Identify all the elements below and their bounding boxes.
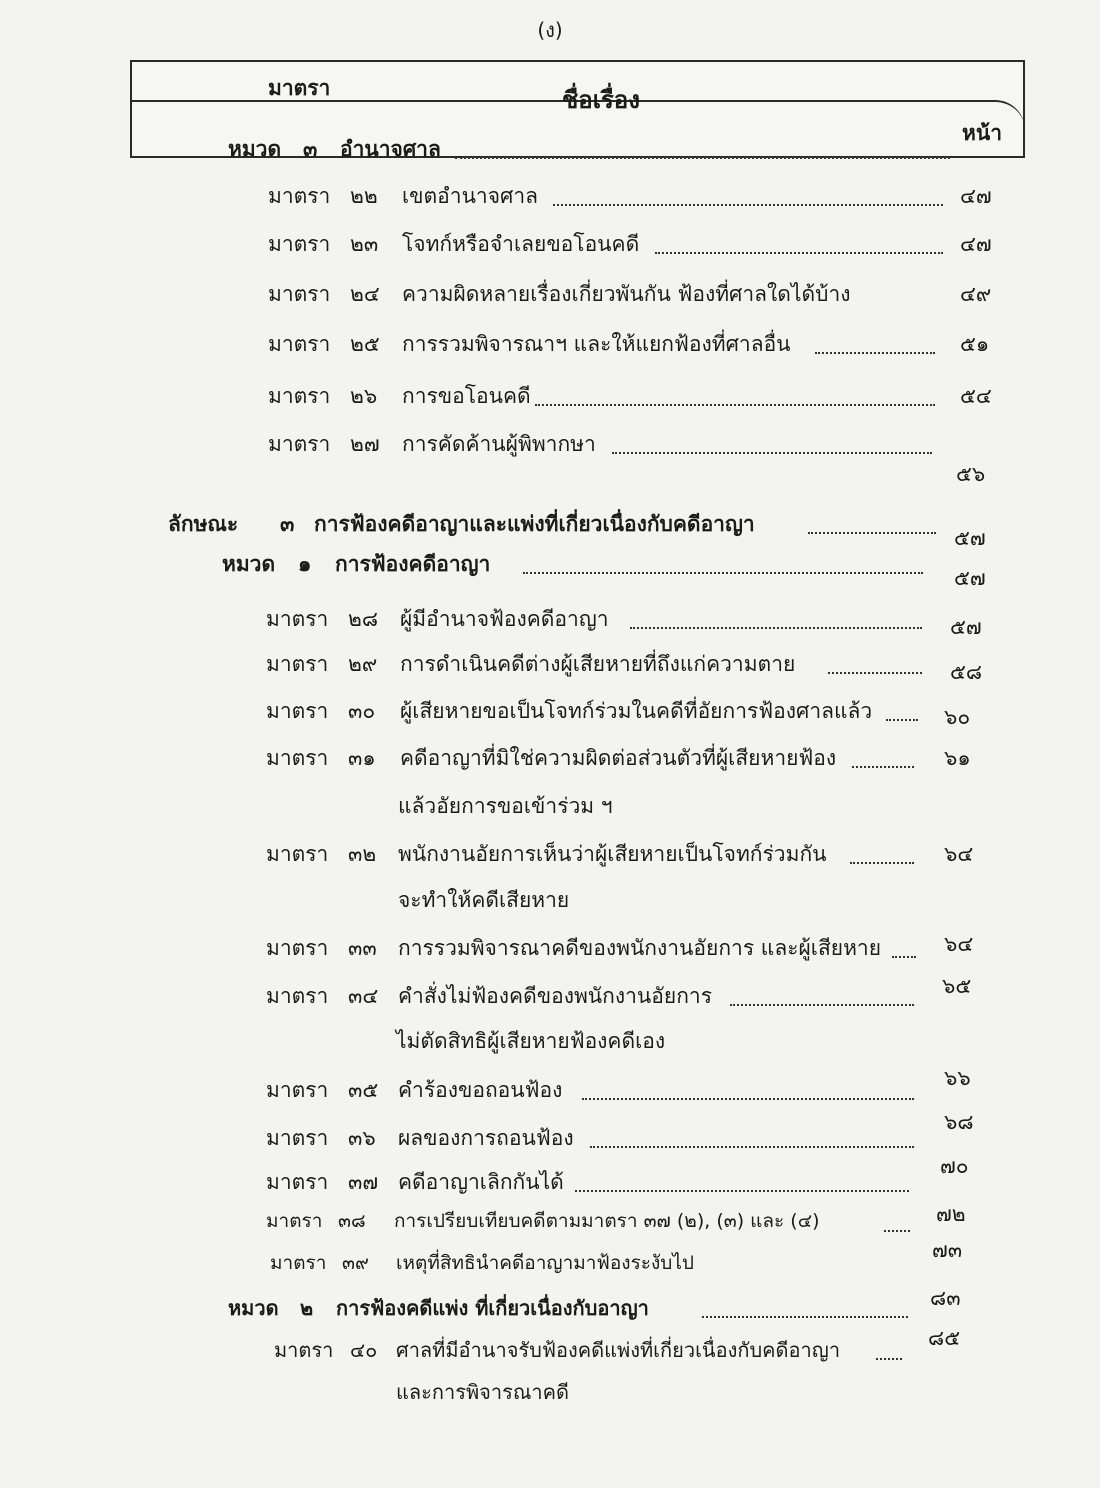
dot-leader [523, 570, 923, 574]
section-title: ศาลที่มีอำนาจรับฟ้องคดีแพ่งที่เกี่ยวเนื่องกับคดีอาญา [396, 1338, 841, 1362]
section-lead: มาตรา [268, 432, 331, 456]
page-ref: ๔๙ [960, 282, 992, 306]
toc-section-row [0, 974, 1100, 1020]
section-title: ความผิดหลายเรื่องเกี่ยวพันกัน ฟ้องที่ศาลใดได้บ้าง [402, 282, 851, 306]
section-number: ๓๐ [348, 699, 376, 723]
toc-section-row [0, 1154, 1100, 1206]
dot-leader [850, 860, 914, 864]
section-number: ๒๕ [350, 332, 380, 356]
section-lead: มาตรา [266, 984, 329, 1008]
section-title: การรวมพิจารณาคดีของพนักงานอัยการ และผู้เสียหาย [398, 936, 882, 960]
section-number: ๓๑ [348, 746, 376, 770]
page-ref: ๖๑ [944, 746, 971, 770]
dot-leader [730, 1002, 914, 1006]
toc-section-row [0, 603, 1100, 643]
section-title: เหตุที่สิทธินำคดีอาญามาฟ้องระงับไป [396, 1252, 694, 1274]
toc-section-row [0, 932, 1100, 972]
toc-section-row [0, 328, 1100, 368]
dot-leader [535, 402, 935, 406]
section-title: เขตอำนาจศาล [402, 184, 539, 208]
page-ref: ๘๕ [928, 1326, 961, 1350]
section-number: ๒๔ [350, 282, 380, 306]
dot-leader [575, 1188, 909, 1192]
page-ref: ๖๐ [944, 705, 971, 729]
section-number: ๒๙ [348, 652, 378, 676]
section-number: ๓๘ [338, 1210, 366, 1232]
section-title: การขอโอนคดี [402, 384, 531, 408]
section-title: พนักงานอัยการเห็นว่าผู้เสียหายเป็นโจทก์ร่วมกัน [398, 842, 827, 866]
dot-leader [655, 250, 943, 254]
section-number: ๓๙ [342, 1252, 369, 1274]
toc-section-row [0, 1110, 1100, 1162]
section-number: ๒๘ [348, 607, 379, 631]
page-ref: ๗๒ [936, 1202, 966, 1226]
dot-leader [590, 1144, 914, 1148]
part-title: การฟ้องคดีอาญาและแพ่งที่เกี่ยวเนื่องกับคดีอาญา [314, 512, 755, 536]
dot-leader [892, 954, 916, 958]
section-title-continuation: ไม่ตัดสิทธิผู้เสียหายฟ้องคดีเอง [396, 1029, 666, 1053]
page-ref: ๗๐ [940, 1154, 969, 1178]
section-title: คำสั่งไม่ฟ้องคดีของพนักงานอัยการ [398, 984, 712, 1008]
section-number: ๔๐ [350, 1338, 378, 1362]
section-lead: มาตรา [266, 1170, 329, 1194]
section-number: ๒๗ [350, 432, 380, 456]
page-ref: ๕๘ [950, 660, 983, 684]
page-ref: ๖๔ [944, 932, 974, 956]
toc-section-row [0, 1066, 1100, 1114]
chapter-number: ๒ [300, 1296, 314, 1320]
toc-chapter-row [0, 133, 1100, 173]
section-title: ผู้มีอำนาจฟ้องคดีอาญา [400, 607, 609, 631]
header-page-label: หน้า [962, 121, 1002, 145]
toc-page-only-row [0, 458, 1100, 498]
dot-leader [702, 1314, 908, 1318]
toc-section-row [0, 180, 1100, 220]
part-number: ๓ [280, 512, 295, 536]
dot-leader [455, 155, 950, 159]
section-number: ๓๖ [348, 1126, 376, 1150]
section-lead: มาตรา [266, 699, 329, 723]
section-title: การคัดค้านผู้พิพากษา [402, 432, 596, 456]
section-lead: มาตรา [266, 652, 329, 676]
chapter-number: ๑ [298, 552, 312, 576]
section-title-continuation: จะทำให้คดีเสียหาย [398, 888, 570, 912]
section-title: โจทก์หรือจำเลยขอโอนคดี [402, 232, 640, 256]
part-lead: ลักษณะ [168, 512, 239, 536]
page-ref: ๕๑ [960, 332, 990, 356]
toc-section-row [0, 1326, 1100, 1374]
page-ref: ๕๔ [960, 384, 992, 408]
section-number: ๓๓ [348, 936, 377, 960]
page-ref: ๕๗ [950, 615, 982, 639]
section-number: ๒๖ [350, 384, 378, 408]
page-ref: ๔๗ [960, 232, 992, 256]
section-title: คดีอาญาที่มิใช่ความผิดต่อส่วนตัวที่ผู้เสียหายฟ้อง [400, 746, 837, 770]
dot-leader [876, 1356, 902, 1360]
header-section-label: มาตรา [268, 76, 331, 100]
page-ref: ๕๗ [954, 526, 986, 550]
dot-leader [612, 450, 932, 454]
section-lead: มาตรา [268, 384, 331, 408]
toc-section-row [0, 380, 1100, 420]
header-title-label: ชื่อเรื่อง [562, 86, 640, 114]
section-lead: มาตรา [266, 1078, 329, 1102]
chapter-title: การฟ้องคดีแพ่ง ที่เกี่ยวเนื่องกับอาญา [336, 1296, 649, 1320]
section-lead: มาตรา [268, 332, 331, 356]
section-number: ๓๕ [348, 1078, 379, 1102]
section-lead: มาตรา [266, 1126, 329, 1150]
page-ref: ๖๕ [942, 974, 972, 998]
section-title-continuation: แล้วอัยการขอเข้าร่วม ฯ [398, 794, 613, 818]
section-title: การดำเนินคดีต่างผู้เสียหายที่ถึงแก่ความตาย [400, 652, 796, 676]
section-number: ๒๓ [350, 232, 379, 256]
section-number: ๒๒ [350, 184, 378, 208]
dot-leader [630, 625, 922, 629]
chapter-title: การฟ้องคดีอาญา [335, 552, 491, 576]
toc-section-row [0, 278, 1100, 318]
section-lead: มาตรา [266, 746, 329, 770]
dot-leader [886, 717, 918, 721]
toc-chapter-row [0, 548, 1100, 588]
dot-leader [884, 1228, 910, 1232]
section-lead: มาตรา [268, 232, 331, 256]
section-title-continuation: และการพิจารณาคดี [396, 1380, 569, 1404]
page-ref: ๖๖ [944, 1066, 971, 1090]
dot-leader [553, 202, 943, 206]
page-ref: ๔๗ [960, 184, 992, 208]
page-ref: ๖๔ [944, 842, 974, 866]
page-ref: ๕๗ [954, 566, 986, 590]
section-lead: มาตรา [268, 184, 331, 208]
page-ref: ๗๓ [932, 1238, 963, 1262]
chapter-lead: หมวด [228, 1296, 279, 1320]
section-title: ผู้เสียหายขอเป็นโจทก์ร่วมในคดีที่อัยการฟ้องศาลแล้ว [400, 699, 873, 723]
toc-section-row [0, 838, 1100, 878]
section-title: ผลของการถอนฟ้อง [398, 1126, 574, 1150]
dot-leader [828, 670, 922, 674]
section-lead: มาตรา [266, 936, 329, 960]
page-ref: ๘๓ [930, 1286, 961, 1310]
section-title: การรวมพิจารณาฯ และให้แยกฟ้องที่ศาลอื่น [402, 332, 791, 356]
toc-part-row [0, 508, 1100, 548]
dot-leader [852, 764, 914, 768]
section-lead: มาตรา [274, 1338, 334, 1362]
dot-leader [808, 530, 936, 534]
toc-section-row [0, 648, 1100, 688]
page-ref: ๖๘ [944, 1110, 974, 1134]
toc-section-row [0, 228, 1100, 268]
dot-leader [815, 350, 935, 354]
toc-section-row [0, 742, 1100, 782]
chapter-number: ๓ [303, 137, 318, 161]
chapter-title: อำนาจศาล [340, 137, 441, 161]
section-lead: มาตรา [266, 1210, 323, 1232]
section-lead: มาตรา [268, 282, 331, 306]
section-number: ๓๔ [348, 984, 379, 1008]
section-number: ๓๒ [348, 842, 377, 866]
section-lead: มาตรา [266, 842, 329, 866]
chapter-lead: หมวด [222, 552, 276, 576]
chapter-lead: หมวด [228, 137, 282, 161]
section-title: คดีอาญาเลิกกันได้ [398, 1170, 564, 1194]
section-title: คำร้องขอถอนฟ้อง [398, 1078, 563, 1102]
section-title: การเปรียบเทียบคดีตามมาตรา ๓๗ (๒), (๓) และ (๔) [394, 1210, 820, 1232]
page-number: (ง) [537, 18, 563, 42]
page-ref: ๕๖ [956, 462, 986, 486]
dot-leader [582, 1096, 914, 1100]
section-number: ๓๗ [348, 1170, 379, 1194]
section-lead: มาตรา [270, 1252, 327, 1274]
section-lead: มาตรา [266, 607, 329, 631]
toc-section-row [0, 695, 1100, 735]
